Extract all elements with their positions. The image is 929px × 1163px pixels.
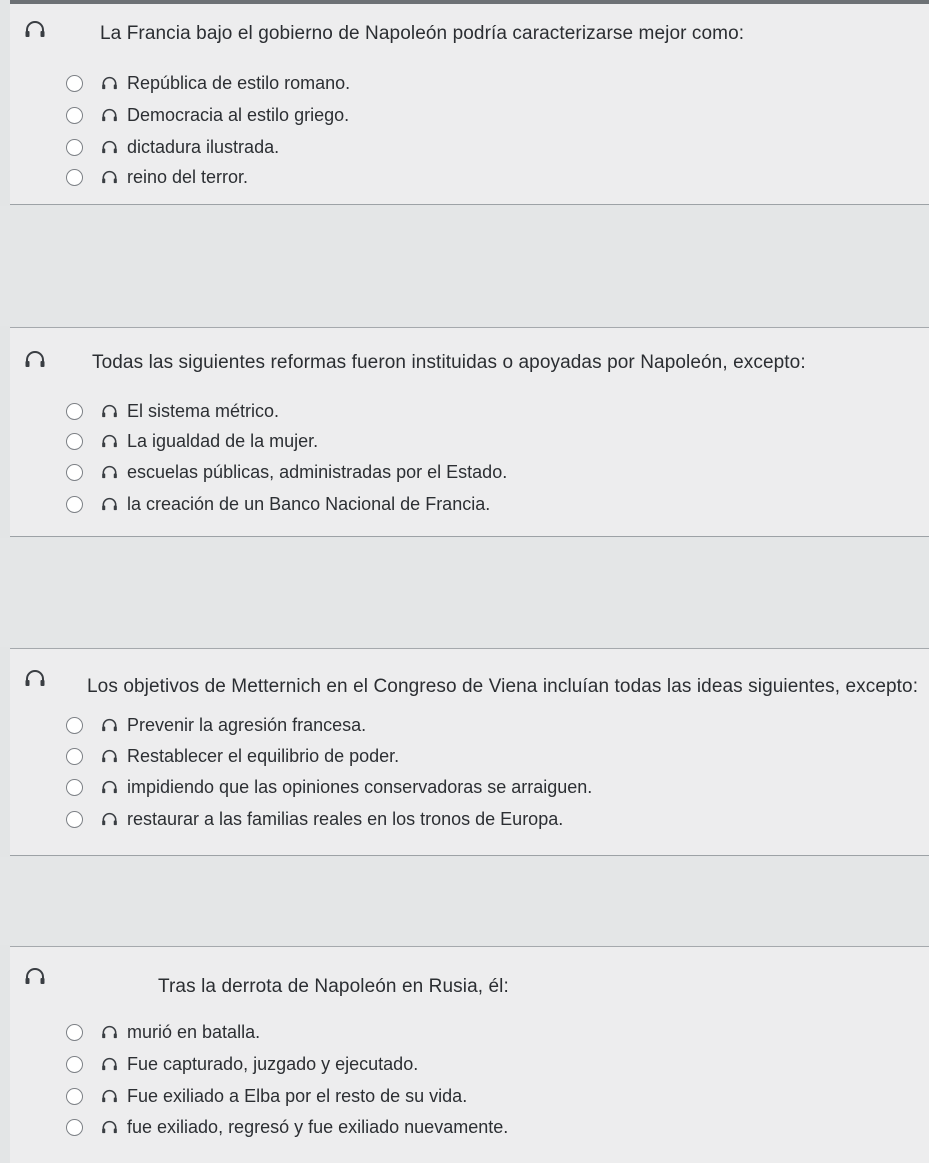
- option-label: El sistema métrico.: [127, 400, 280, 421]
- radio-button[interactable]: [66, 433, 83, 450]
- radio-button[interactable]: [66, 1024, 83, 1041]
- headphones-icon[interactable]: [101, 496, 118, 512]
- headphones-icon[interactable]: [101, 717, 118, 733]
- option-label: murió en batalla.: [127, 1021, 261, 1042]
- radio-button[interactable]: [66, 779, 83, 796]
- headphones-icon[interactable]: [24, 669, 46, 687]
- radio-button[interactable]: [66, 464, 83, 481]
- headphones-icon[interactable]: [101, 75, 118, 91]
- option-label: fue exiliado, regresó y fue exiliado nuevamente.: [127, 1116, 509, 1137]
- radio-button[interactable]: [66, 717, 83, 734]
- answer-option[interactable]: [66, 712, 366, 738]
- answer-option[interactable]: [66, 491, 490, 517]
- headphones-icon[interactable]: [101, 1119, 118, 1135]
- option-label: escuelas públicas, administradas por el Estado.: [127, 461, 508, 482]
- radio-button[interactable]: [66, 1056, 83, 1073]
- headphones-icon[interactable]: [101, 1024, 118, 1040]
- question-card-3: [10, 648, 929, 856]
- headphones-icon[interactable]: [101, 403, 118, 419]
- headphones-icon[interactable]: [24, 350, 46, 368]
- answer-option[interactable]: [66, 1114, 508, 1140]
- question-card-1: [10, 0, 929, 205]
- radio-button[interactable]: [66, 811, 83, 828]
- option-label: Fue exiliado a Elba por el resto de su vida.: [127, 1085, 468, 1106]
- option-label: Democracia al estilo griego.: [127, 104, 350, 125]
- option-label: reino del terror.: [127, 166, 249, 187]
- spacer: [0, 206, 929, 326]
- headphones-icon[interactable]: [101, 1056, 118, 1072]
- option-label: restaurar a las familias reales en los tronos de Europa.: [127, 808, 564, 829]
- answer-option[interactable]: [66, 743, 399, 769]
- headphones-icon[interactable]: [101, 433, 118, 449]
- answer-option[interactable]: [66, 459, 507, 485]
- headphones-icon[interactable]: [101, 748, 118, 764]
- question-prompt: Tras la derrota de Napoleón en Rusia, él:: [158, 976, 509, 997]
- answer-option[interactable]: [66, 70, 350, 96]
- headphones-icon[interactable]: [24, 967, 46, 985]
- question-card-2: [10, 327, 929, 537]
- answer-option[interactable]: [66, 806, 563, 832]
- option-label: República de estilo romano.: [127, 72, 351, 93]
- radio-button[interactable]: [66, 748, 83, 765]
- answer-option[interactable]: [66, 1083, 467, 1109]
- question-prompt: Todas las siguientes reformas fueron instituidas o apoyadas por Napoleón, excepto:: [92, 352, 806, 373]
- radio-button[interactable]: [66, 169, 83, 186]
- answer-option[interactable]: [66, 102, 349, 128]
- radio-button[interactable]: [66, 75, 83, 92]
- answer-option[interactable]: [66, 164, 248, 190]
- option-label: La igualdad de la mujer.: [127, 430, 319, 451]
- headphones-icon[interactable]: [101, 107, 118, 123]
- answer-option[interactable]: [66, 398, 279, 424]
- option-label: Fue capturado, juzgado y ejecutado.: [127, 1053, 419, 1074]
- option-label: la creación de un Banco Nacional de Francia.: [127, 493, 491, 514]
- headphones-icon[interactable]: [101, 1088, 118, 1104]
- radio-button[interactable]: [66, 403, 83, 420]
- radio-button[interactable]: [66, 1119, 83, 1136]
- spacer: [0, 857, 929, 945]
- option-label: Restablecer el equilibrio de poder.: [127, 745, 400, 766]
- option-label: dictadura ilustrada.: [127, 136, 280, 157]
- answer-option[interactable]: [66, 1051, 418, 1077]
- radio-button[interactable]: [66, 139, 83, 156]
- headphones-icon[interactable]: [101, 464, 118, 480]
- answer-option[interactable]: [66, 134, 279, 160]
- answer-option[interactable]: [66, 1019, 260, 1045]
- question-prompt: La Francia bajo el gobierno de Napoleón podría caracterizarse mejor como:: [100, 23, 745, 44]
- radio-button[interactable]: [66, 107, 83, 124]
- headphones-icon[interactable]: [24, 20, 46, 38]
- headphones-icon[interactable]: [101, 139, 118, 155]
- radio-button[interactable]: [66, 496, 83, 513]
- option-label: Prevenir la agresión francesa.: [127, 714, 367, 735]
- spacer: [0, 538, 929, 647]
- answer-option[interactable]: [66, 774, 592, 800]
- headphones-icon[interactable]: [101, 169, 118, 185]
- question-prompt: Los objetivos de Metternich en el Congreso de Viena incluían todas las ideas siguientes, excepto:: [87, 676, 919, 697]
- headphones-icon[interactable]: [101, 779, 118, 795]
- headphones-icon[interactable]: [101, 811, 118, 827]
- radio-button[interactable]: [66, 1088, 83, 1105]
- question-card-4: [10, 946, 929, 1163]
- answer-option[interactable]: [66, 428, 318, 454]
- option-label: impidiendo que las opiniones conservadoras se arraiguen.: [127, 776, 593, 797]
